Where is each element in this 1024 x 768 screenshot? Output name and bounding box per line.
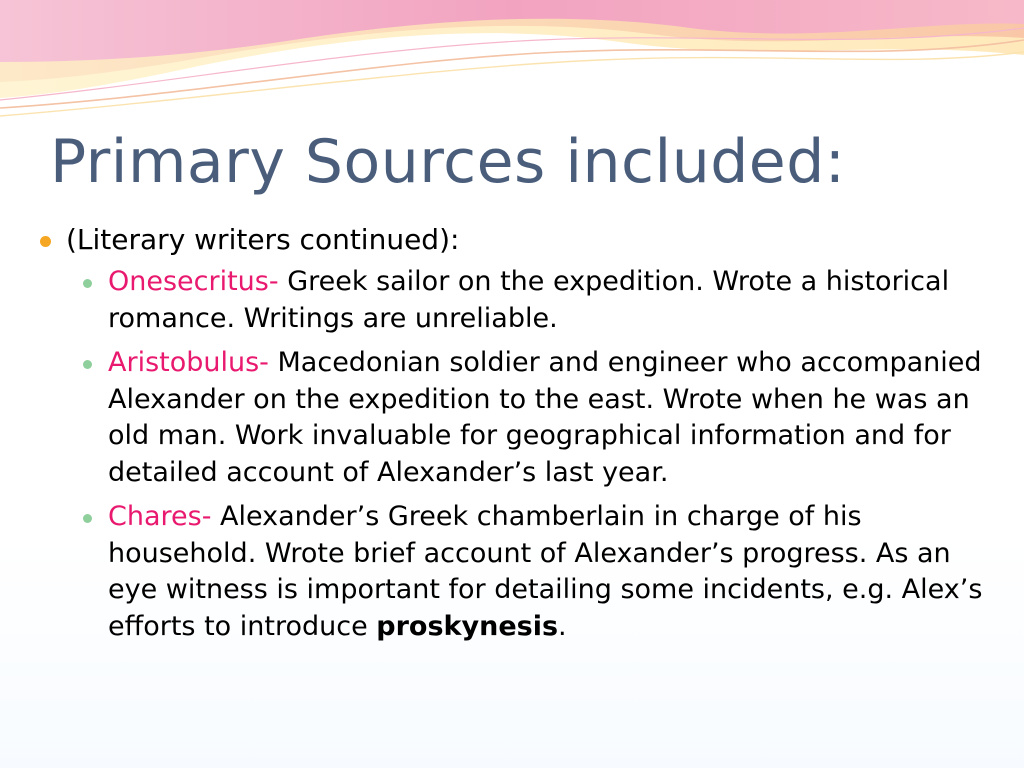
sub-bullet-dot-icon: [83, 279, 92, 288]
bullet-item-literary-writers: [36, 222, 986, 258]
bold-term: proskynesis: [376, 610, 559, 642]
slide-body: [36, 220, 986, 653]
sub-bullet-dot-icon: [83, 514, 92, 523]
bullet-text: (Literary writers continued):: [66, 223, 460, 256]
sentence-end: .: [558, 610, 567, 642]
decorative-wave-banner: [0, 0, 1024, 130]
writer-description: Alexander’s Greek chamberlain in charge of his household. Wrote brief account of Alexander’s progress. As an eye witness is important for detailing some incidents, e.g. Alex’s efforts to introduce: [108, 501, 983, 642]
writer-name: Aristobulus-: [108, 347, 269, 378]
writer-name: Chares-: [108, 501, 212, 532]
writer-name: Onesecritus-: [108, 266, 279, 297]
sub-bullet-list: [36, 264, 986, 645]
sub-bullet-aristobulus: [108, 345, 986, 491]
bullet-dot-icon: [40, 236, 51, 247]
sub-bullet-chares: [108, 499, 986, 645]
writer-description: Greek sailor on the expedition. Wrote a historical romance. Writings are unreliable.: [108, 266, 950, 334]
slide-title: Primary Sources included:: [50, 127, 846, 197]
sub-bullet-onesecritus: [108, 264, 986, 337]
writer-description: Macedonian soldier and engineer who accompanied Alexander on the expedition to the east. Wrote when he was an old man. Work invaluable for geographical information and for detailed account of Alexander’s last year.: [108, 347, 982, 488]
sub-bullet-dot-icon: [83, 360, 92, 369]
